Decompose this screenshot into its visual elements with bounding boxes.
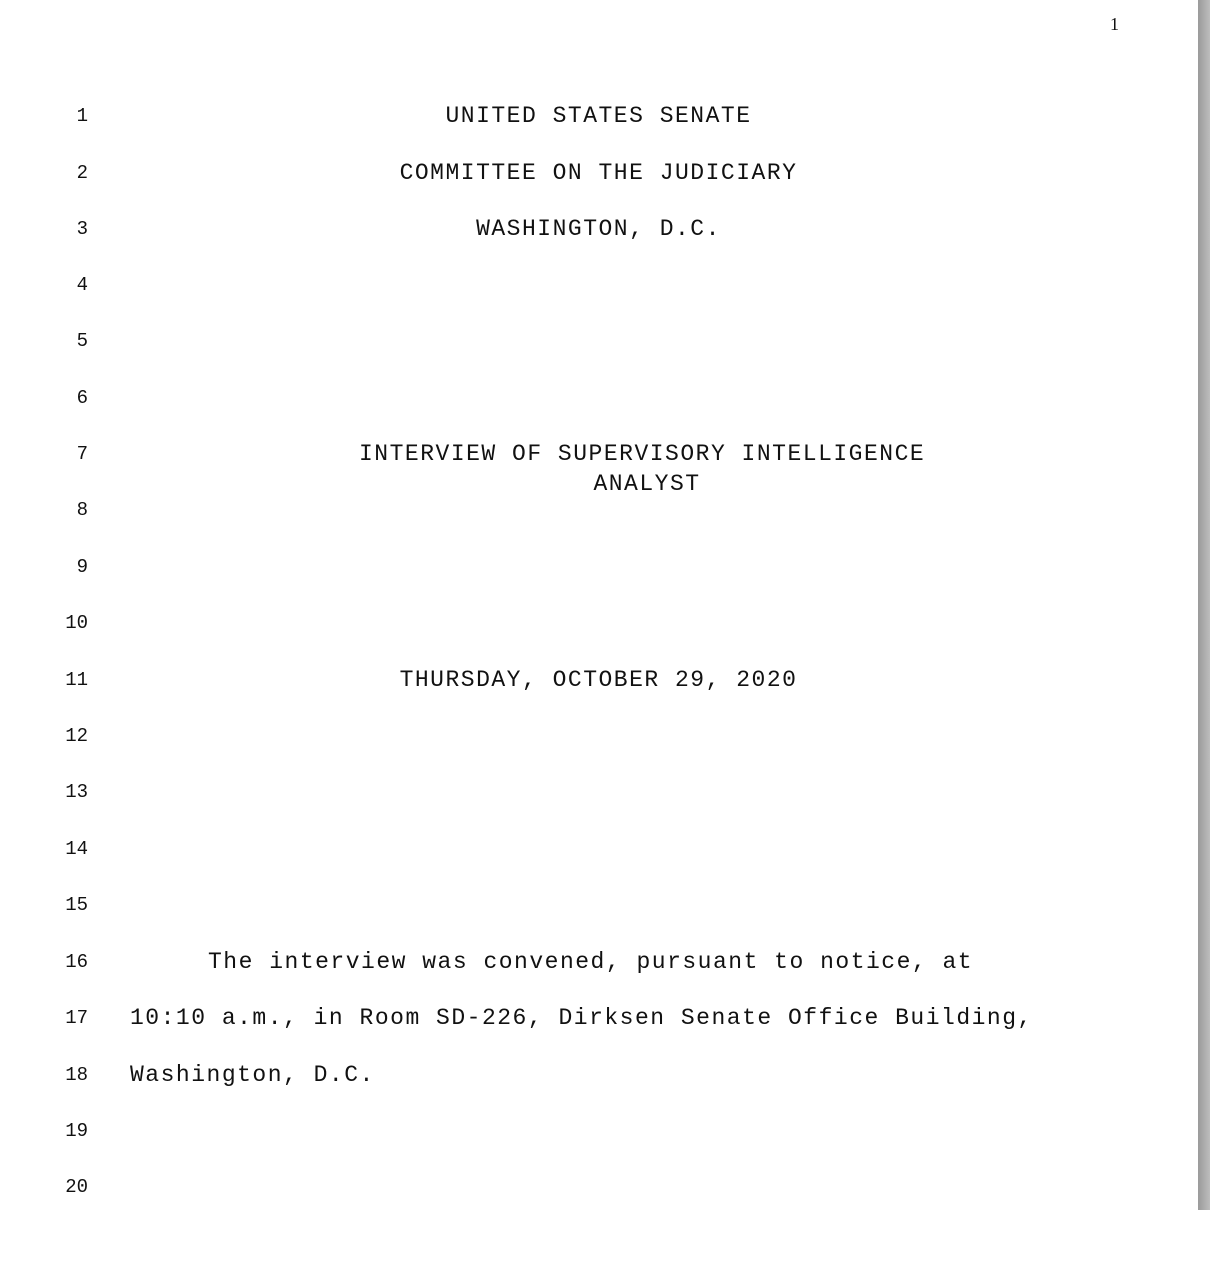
line-number: 11 <box>65 669 88 691</box>
page-number: 1 <box>1110 14 1119 34</box>
line-number: 19 <box>65 1120 88 1142</box>
heading-committee: COMMITTEE ON THE JUDICIARY <box>399 160 798 186</box>
page-edge-shadow <box>1198 0 1210 1210</box>
transcript-line-19 <box>0 1116 1198 1146</box>
transcript-line-9 <box>0 552 1198 582</box>
transcript-line-10 <box>0 608 1198 638</box>
line-number: 17 <box>65 1007 88 1029</box>
line-number: 9 <box>76 556 88 578</box>
transcript-line-20 <box>0 1172 1198 1202</box>
line-number: 15 <box>65 894 88 916</box>
line-number: 13 <box>65 781 88 803</box>
line-number: 18 <box>65 1064 88 1086</box>
transcript-line-7 <box>0 439 1198 497</box>
line-number: 12 <box>65 725 88 747</box>
line-number: 5 <box>76 330 88 352</box>
transcript-line-17 <box>0 1003 1198 1033</box>
transcript-line-11 <box>0 665 1198 695</box>
line-number: 8 <box>76 499 88 521</box>
body-text: Washington, D.C. <box>130 1062 375 1088</box>
transcript-line-5 <box>0 326 1198 356</box>
interview-date: THURSDAY, OCTOBER 29, 2020 <box>399 667 798 693</box>
transcript-line-16 <box>0 947 1198 977</box>
transcript-line-2 <box>0 158 1198 188</box>
transcript-line-15 <box>0 890 1198 920</box>
body-text: The interview was convened, pursuant to notice, at <box>208 949 974 975</box>
line-number: 16 <box>65 951 88 973</box>
transcript-line-12 <box>0 721 1198 751</box>
transcript-line-3 <box>0 214 1198 244</box>
line-number: 20 <box>65 1176 88 1198</box>
body-text: 10:10 a.m., in Room SD-226, Dirksen Senate Office Building, <box>130 1005 1033 1031</box>
transcript-line-1 <box>0 101 1198 131</box>
interview-title-continuation: ANALYST <box>593 471 701 497</box>
line-number: 3 <box>76 218 88 240</box>
line-number: 2 <box>76 162 88 184</box>
interview-title: INTERVIEW OF SUPERVISORY INTELLIGENCE <box>359 441 926 467</box>
transcript-line-13 <box>0 777 1198 807</box>
line-number: 4 <box>76 274 88 296</box>
heading-senate: UNITED STATES SENATE <box>445 103 752 129</box>
transcript-line-4 <box>0 270 1198 300</box>
line-number: 7 <box>76 443 88 465</box>
line-number: 10 <box>65 612 88 634</box>
transcript-line-6 <box>0 383 1198 413</box>
transcript-line-8 <box>0 495 1198 525</box>
line-number: 6 <box>76 387 88 409</box>
line-number: 14 <box>65 838 88 860</box>
transcript-line-18 <box>0 1060 1198 1090</box>
line-number: 1 <box>76 105 88 127</box>
heading-location: WASHINGTON, D.C. <box>476 216 721 242</box>
transcript-line-14 <box>0 834 1198 864</box>
